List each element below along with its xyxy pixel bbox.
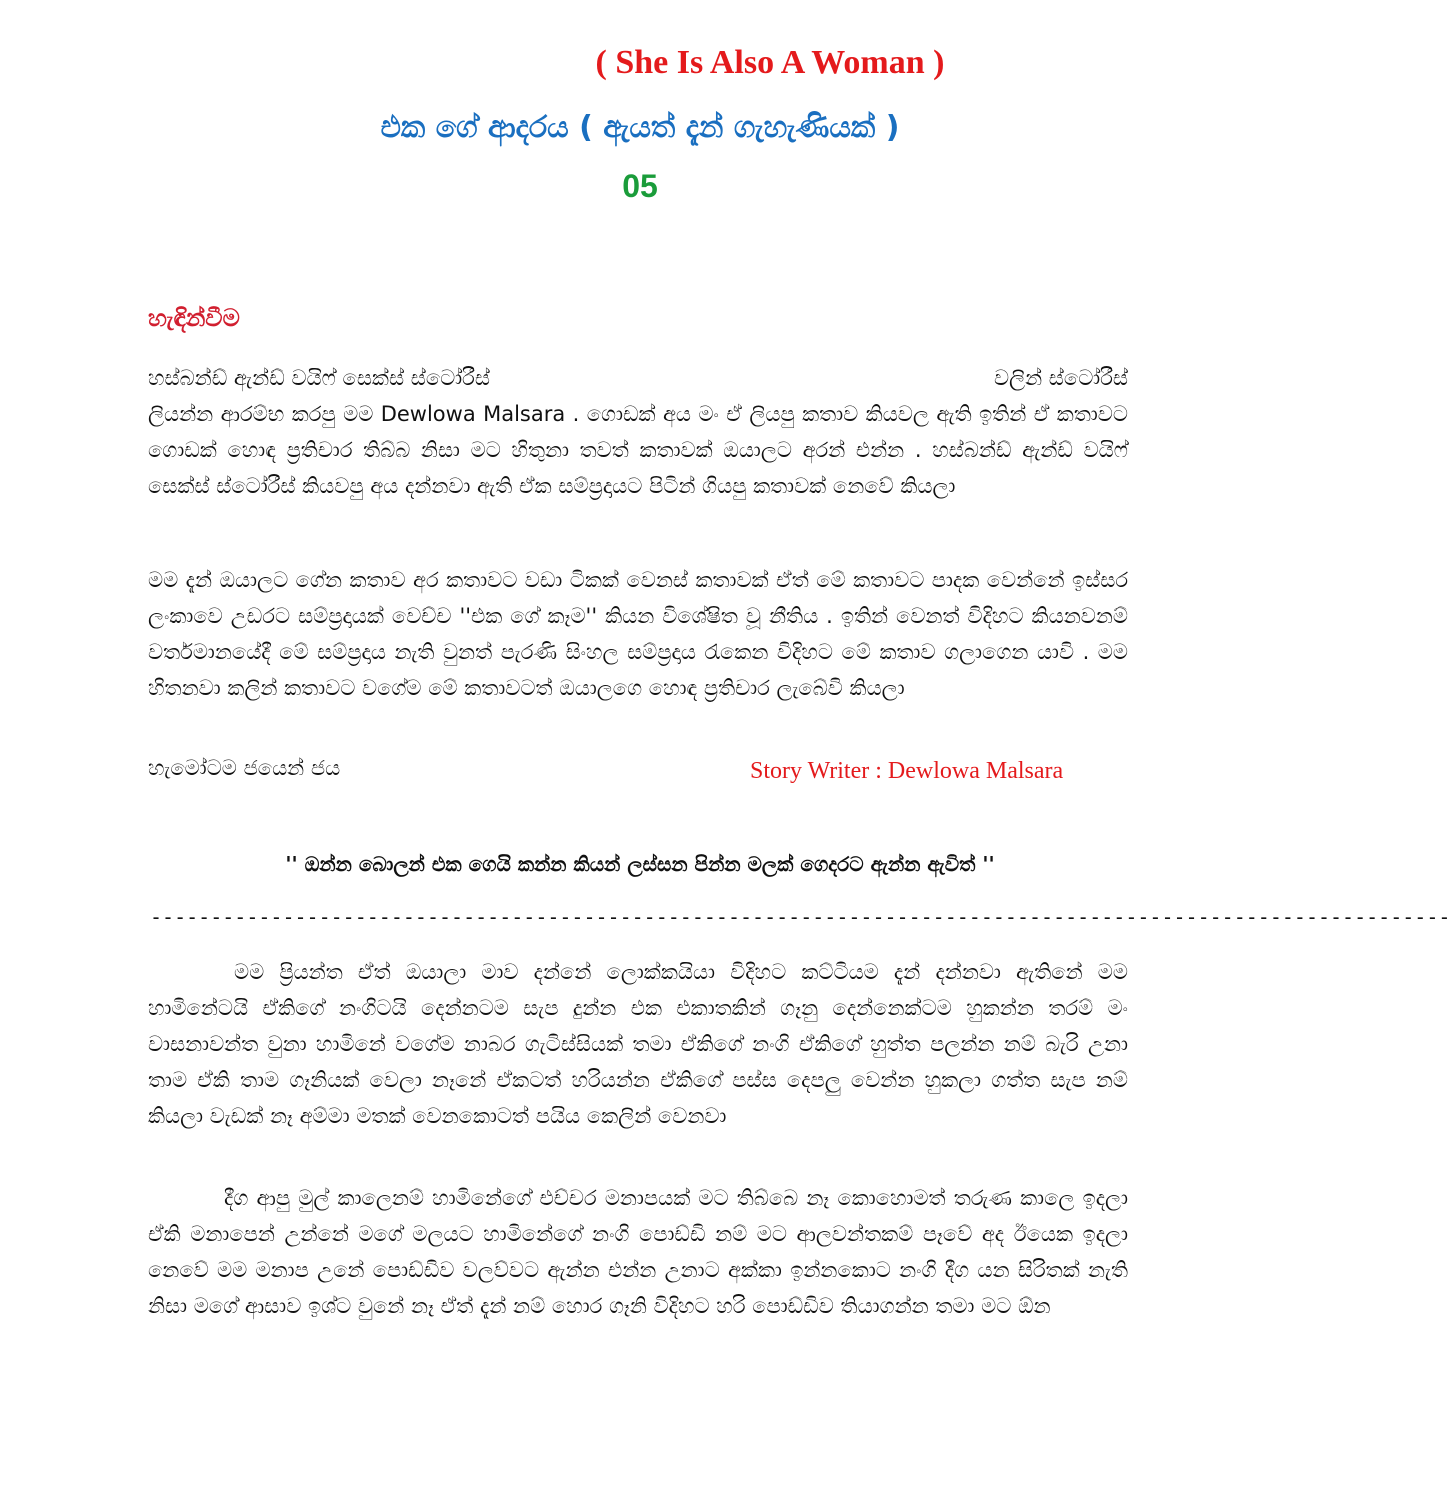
chapter-quote: '' ඔන්න බොලන් එක ගෙයි කන්න කියන් ලස්සන පින්න මලක් ගෙදරට ඇන්න ඇවිත් '' <box>285 852 995 876</box>
story-paragraph-2 <box>148 1180 1128 1324</box>
intro-paragraph-1-body: ලියන්න ආරම්භ කරපු මම Dewlowa Malsara . ගොඩක් අය මං ඒ ලියපු කතාව කියවල ඇති ඉතින් ඒ කතාවට ගොඩක් හොඳ ප්‍රතිචාර තිබ්බ නිසා මට හිතුනා තවත් කතාවක් ඔයාලට අරන් එන්න . හස්බන්ඩ් ඇන්ඩ් වයිෆ් සෙක්ස් ස්ටෝරීස් කියවපු අය දන්නවා ඇති ඒක සම්ප්‍රදායට පිටින් ගියපු කතාවක් නෙවේ කියලා <box>148 402 1128 498</box>
story-paragraph-1-text: මම ප්‍රියන්ත ඒත් ඔයාලා මාව දන්නේ ලොක්කයියා විදිහට කට්ටියම දැන් දන්නවා ඇතිනේ මම හාමිනේටයි ඒකිගේ නංගිටයි දෙන්නටම සැප දුන්න එක එකාතකින් ගෑනු දෙන්නෙක්ටම හුකන්න තරම් මං වාසනාවන්ත වුනා හාමිනේ වගේම නාබර ගැටිස්සියක් තමා ඒකිගේ නංගි ඒකිගේ හුත්ත පලන්න නම් බැරි උනා තාම ඒකි තාම ගෑනියක් වෙලා නෑනේ ඒකටත් හරියන්න ඒකිගේ පස්ස දෙපලු වෙන්න හුකලා ගත්ත සැප නම් කියලා වැඩක් නෑ අම්මා මතක් වෙනකොටත් පයිය කෙලින් වෙනවා <box>148 960 1128 1128</box>
intro-heading: හැඳින්වීම <box>148 304 240 332</box>
intro-first-line-left: හස්බන්ඩ් ඇන්ඩ් වයිෆ් සෙක්ස් ස්ටෝරීස් <box>148 366 490 390</box>
intro-paragraph-1 <box>148 360 1128 504</box>
intro-paragraph-2: මම දැන් ඔයාලට ගේන කතාව අර කතාවට වඩා ටිකක් වෙනස් කතාවක් ඒත් මේ කතාවට පාදක වෙන්නේ ඉස්සර ලංකාවෙ උඩරට සම්ප්‍රදායක් වෙච්ච ''එක ගේ කෑම'' කියන විශේෂිත වූ නීතිය . ඉතින් වෙනත් විදිහට කියනවනම් වර්තමානයේදී මේ සම්ප්‍රදාය නැති වුනත් පැරණි සිංහල සම්ප්‍රදාය රැකෙන විදිහට මේ කතාව ගලාගෙන යාවි . මම හිතනවා කලින් කතාවට වගේම මේ කතාවටත් ඔයාලගෙ හොඳ ප්‍රතිචාර ලැබේවි කියලා <box>148 568 1128 700</box>
intro-first-line-right: වලින් ස්ටෝරීස් <box>993 366 1128 390</box>
intro-first-line <box>148 360 1128 396</box>
story-title-english: ( She Is Also A Woman ) <box>595 44 945 81</box>
story-title-sinhala: එක ගේ ආදරය ( ඇයත් දැන් ගැහැණියක් ) <box>380 110 900 145</box>
writer-credit: Story Writer : Dewlowa Malsara <box>750 758 1064 784</box>
dashed-divider: ------------------------------------------------------------------------------------------------------------ <box>150 905 1450 929</box>
episode-number: 05 <box>622 168 658 204</box>
signoff-text: හැමෝටම ජයෙන් ජය <box>148 756 341 780</box>
story-paragraph-1 <box>148 954 1128 1134</box>
story-paragraph-2-text: දීග ආපු මුල් කාලෙනම් හාමිනේගේ එච්චර මනාපයක් මට තිබ්බෙ නෑ කොහොමත් තරුණ කාලෙ ඉදලා ඒකි මනාපෙන් උන්නේ මගේ මලයට හාමිනේගේ නංගි පොඩ්ඩි නම් මට ආලවන්තකම් පෑවේ අද ඊයෙක ඉදලා නෙවේ මම මනාප උනේ පොඩ්ඩිව වලව්වට ඇන්න එන්න උනාට අක්කා ඉන්නකොට නංගි දීග යන සිරිතක් නැති නිසා මගේ ආසාව ඉශ්ට වුනේ නෑ ඒත් දැන් නම් හොර ගෑනි විදිහට හරි පොඩ්ඩිව තියාගන්න තමා මට ඕන <box>148 1186 1128 1318</box>
